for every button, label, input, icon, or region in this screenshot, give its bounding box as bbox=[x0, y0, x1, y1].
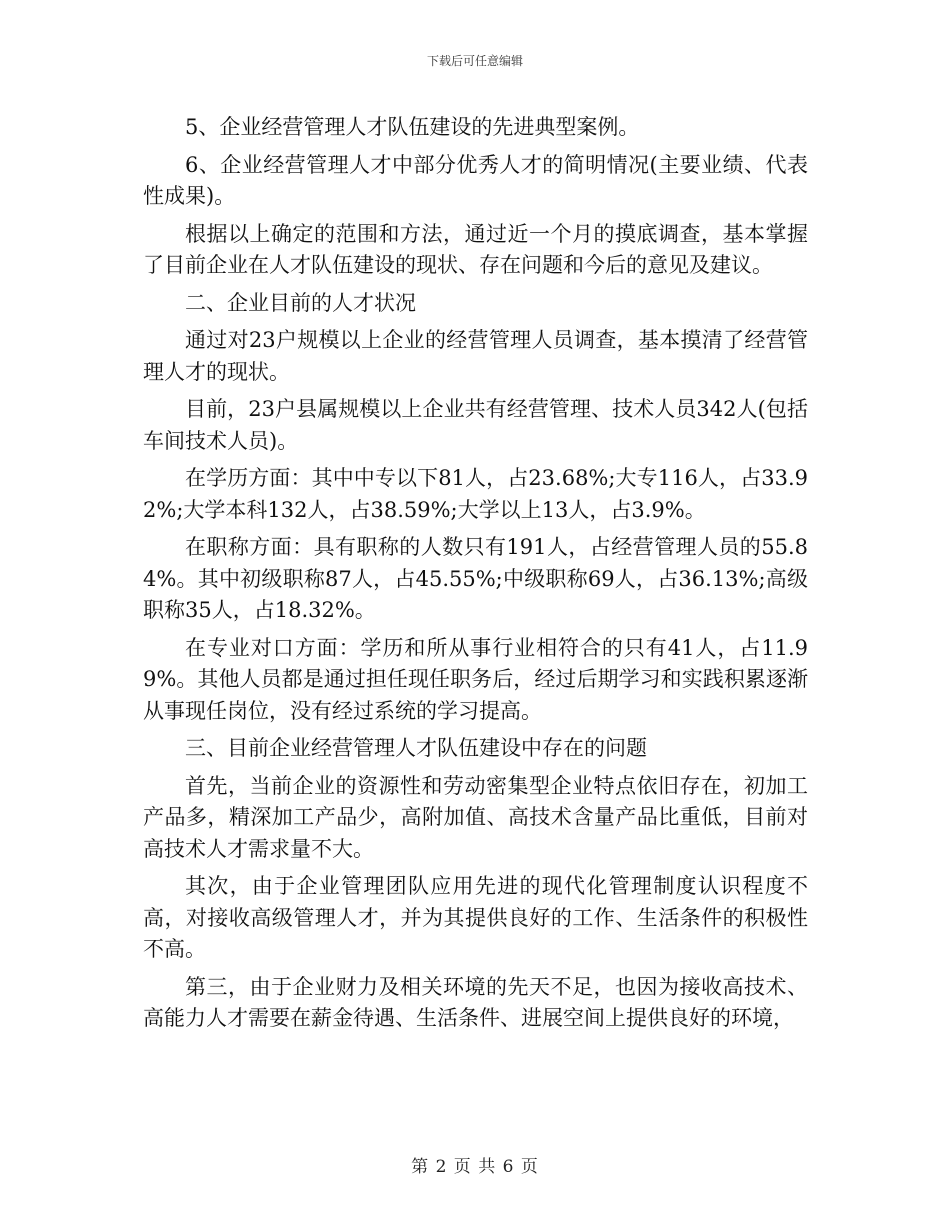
paragraph-excellent-talent: 6、企业经营管理人才中部分优秀人才的简明情况(主要业绩、代表性成果)。 bbox=[143, 152, 808, 208]
page-footer: 第 2 页 共 6 页 bbox=[411, 1157, 539, 1177]
paragraph-problem-second: 其次，由于企业管理团队应用先进的现代化管理制度认识程度不高，对接收高级管理人才，并为其提供良好的工作、生活条件的积极性不高。 bbox=[143, 874, 808, 961]
paragraph-problem-third: 第三，由于企业财力及相关环境的先天不足，也因为接收高技术、高能力人才需要在薪金待遇、生活条件、进展空间上提供良好的环境， bbox=[143, 974, 808, 1030]
paragraph-survey-method: 根据以上确定的范围和方法，通过近一个月的摸底调查，基本掌握了目前企业在人才队伍建设的现状、存在问题和今后的意见及建议。 bbox=[143, 221, 808, 277]
paragraph-survey-result: 通过对23户规模以上企业的经营管理人员调查，基本摸清了经营管理人才的现状。 bbox=[143, 328, 808, 384]
paragraph-problem-first: 首先，当前企业的资源性和劳动密集型企业特点依旧存在，初加工产品多，精深加工产品少，高附加值、高技术含量产品比重低，目前对高技术人才需求量不大。 bbox=[143, 773, 808, 861]
paragraph-education: 在学历方面：其中中专以下81人，占23.68%;大专116人，占33.92%;大学本科132人，占38.59%;大学以上13人，占3.9%。 bbox=[143, 466, 808, 522]
section-heading-talent-status: 二、企业目前的人才状况 bbox=[185, 290, 416, 315]
page-header: 下载后可任意编辑 bbox=[426, 54, 523, 68]
paragraph-staff-count: 目前，23户县属规模以上企业共有经营管理、技术人员342人(包括车间技术人员)。 bbox=[143, 397, 808, 453]
document-body bbox=[143, 112, 808, 1041]
paragraph-case-examples: 5、企业经营管理人才队伍建设的先进典型案例。 bbox=[185, 115, 640, 139]
paragraph-titles: 在职称方面：具有职称的人数只有191人，占经营管理人员的55.84%。其中初级职称87人，占45.55%;中级职称69人，占36.13%;高级职称35人，占18.32%。 bbox=[143, 535, 808, 622]
paragraph-specialty-match: 在专业对口方面：学历和所从事行业相符合的只有41人，占11.99%。其他人员都是通过担任现任职务后，经过后期学习和实践积累逐渐从事现任岗位，没有经过系统的学习提高。 bbox=[143, 635, 808, 723]
section-heading-problems: 三、目前企业经营管理人才队伍建设中存在的问题 bbox=[185, 736, 647, 760]
